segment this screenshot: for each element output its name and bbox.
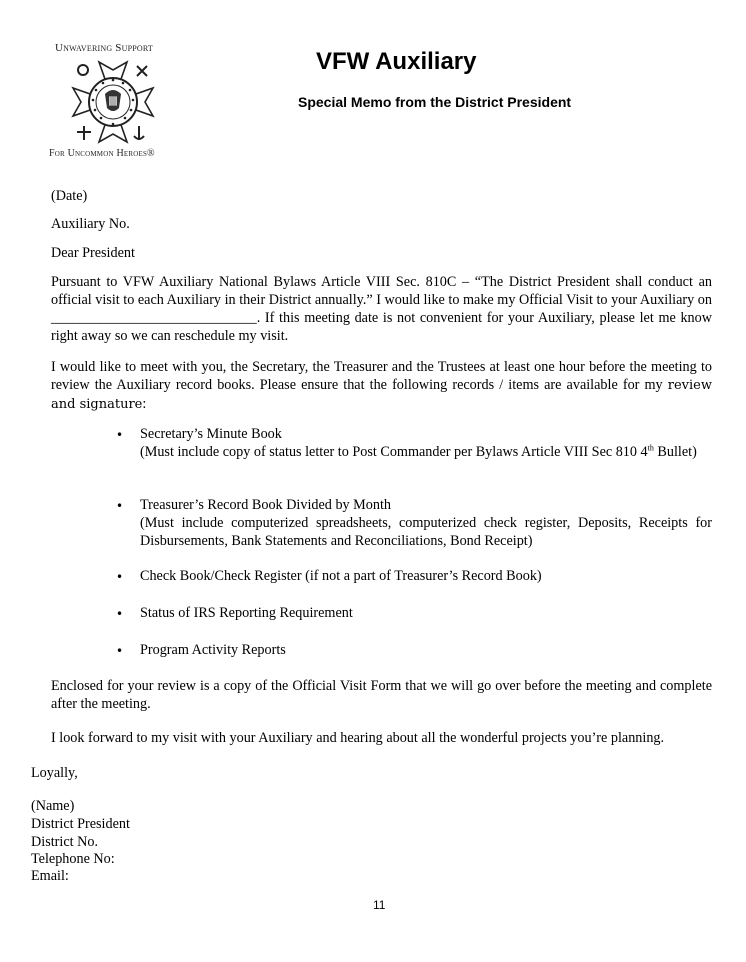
bullet-icon: • <box>116 499 124 513</box>
page-number: 11 <box>373 898 386 912</box>
list-item-title: Treasurer’s Record Book Divided by Month <box>140 497 392 513</box>
logo-top-text: Unwavering Support <box>55 42 154 54</box>
auxiliary-number-line: Auxiliary No. <box>51 216 130 232</box>
signature-telephone: Telephone No: <box>31 851 115 867</box>
bullet-icon: • <box>116 570 124 584</box>
paragraph-closing-remark: I look forward to my visit with your Auxiliary and hearing about all the wonderful projects you’re planning. <box>51 730 665 746</box>
list-item-check-book: Check Book/Check Register (if not a part of Treasurer’s Record Book) <box>140 568 542 584</box>
logo-bottom-text: For Uncommon Heroes® <box>49 148 155 159</box>
list-item-secretary-minute-book <box>140 425 712 461</box>
vfw-logo <box>49 42 177 160</box>
page-title: VFW Auxiliary <box>316 48 477 75</box>
signature-district: District No. <box>31 834 98 850</box>
paragraph-meeting-request-text: I would like to meet with you, the Secretary, the Treasurer and the Trustees at least one hour before the meeting to review the Auxiliary record books. Please ensure that the following records / items are available for my <box>51 359 712 393</box>
page-subtitle: Special Memo from the District President <box>298 94 572 110</box>
colon-text: : <box>142 396 147 412</box>
bullet-icon: • <box>116 644 124 658</box>
vfw-cross-emblem-icon <box>61 56 165 148</box>
list-item-title: Secretary’s Minute Book <box>140 426 282 442</box>
signature-title: District President <box>31 816 130 832</box>
list-item-detail-end: Bullet) <box>653 444 697 460</box>
review-and-signature-text: review and signature <box>51 378 712 412</box>
list-item-program-activity: Program Activity Reports <box>140 642 286 658</box>
paragraph-enclosed-form: Enclosed for your review is a copy of the Official Visit Form that we will go over before the meeting and complete after the meeting. <box>51 678 712 712</box>
list-item-irs-status: Status of IRS Reporting Requirement <box>140 605 353 621</box>
paragraph-meeting-request <box>51 358 712 414</box>
closing: Loyally, <box>31 765 78 781</box>
list-item-treasurer-record-book <box>140 496 712 550</box>
salutation: Dear President <box>51 245 135 261</box>
bullet-icon: • <box>116 428 124 442</box>
paragraph-official-visit: Pursuant to VFW Auxiliary National Bylaws Article VIII Sec. 810C – “The District President shall conduct an official visit to each Auxiliary in their District annually.” I would like to make my Official Visit to your Auxiliary on _____________________________. If this meeting date is not convenient for your Auxiliary, please let me know right away so we can reschedule my visit. <box>51 274 712 344</box>
list-item-detail-text: (Must include copy of status letter to Post Commander per Bylaws Article VIII Sec 810 4 <box>140 444 648 460</box>
list-item-detail: (Must include computerized spreadsheets, computerized check register, Deposits, Receipts for Disbursements, Bank Statements and Reconciliations, Bond Receipt) <box>140 515 712 549</box>
signature-email: Email: <box>31 868 69 884</box>
signature-name: (Name) <box>31 798 75 814</box>
date-line: (Date) <box>51 188 88 204</box>
superscript-th: th <box>647 443 654 453</box>
bullet-icon: • <box>116 607 124 621</box>
list-item-detail <box>140 443 712 461</box>
